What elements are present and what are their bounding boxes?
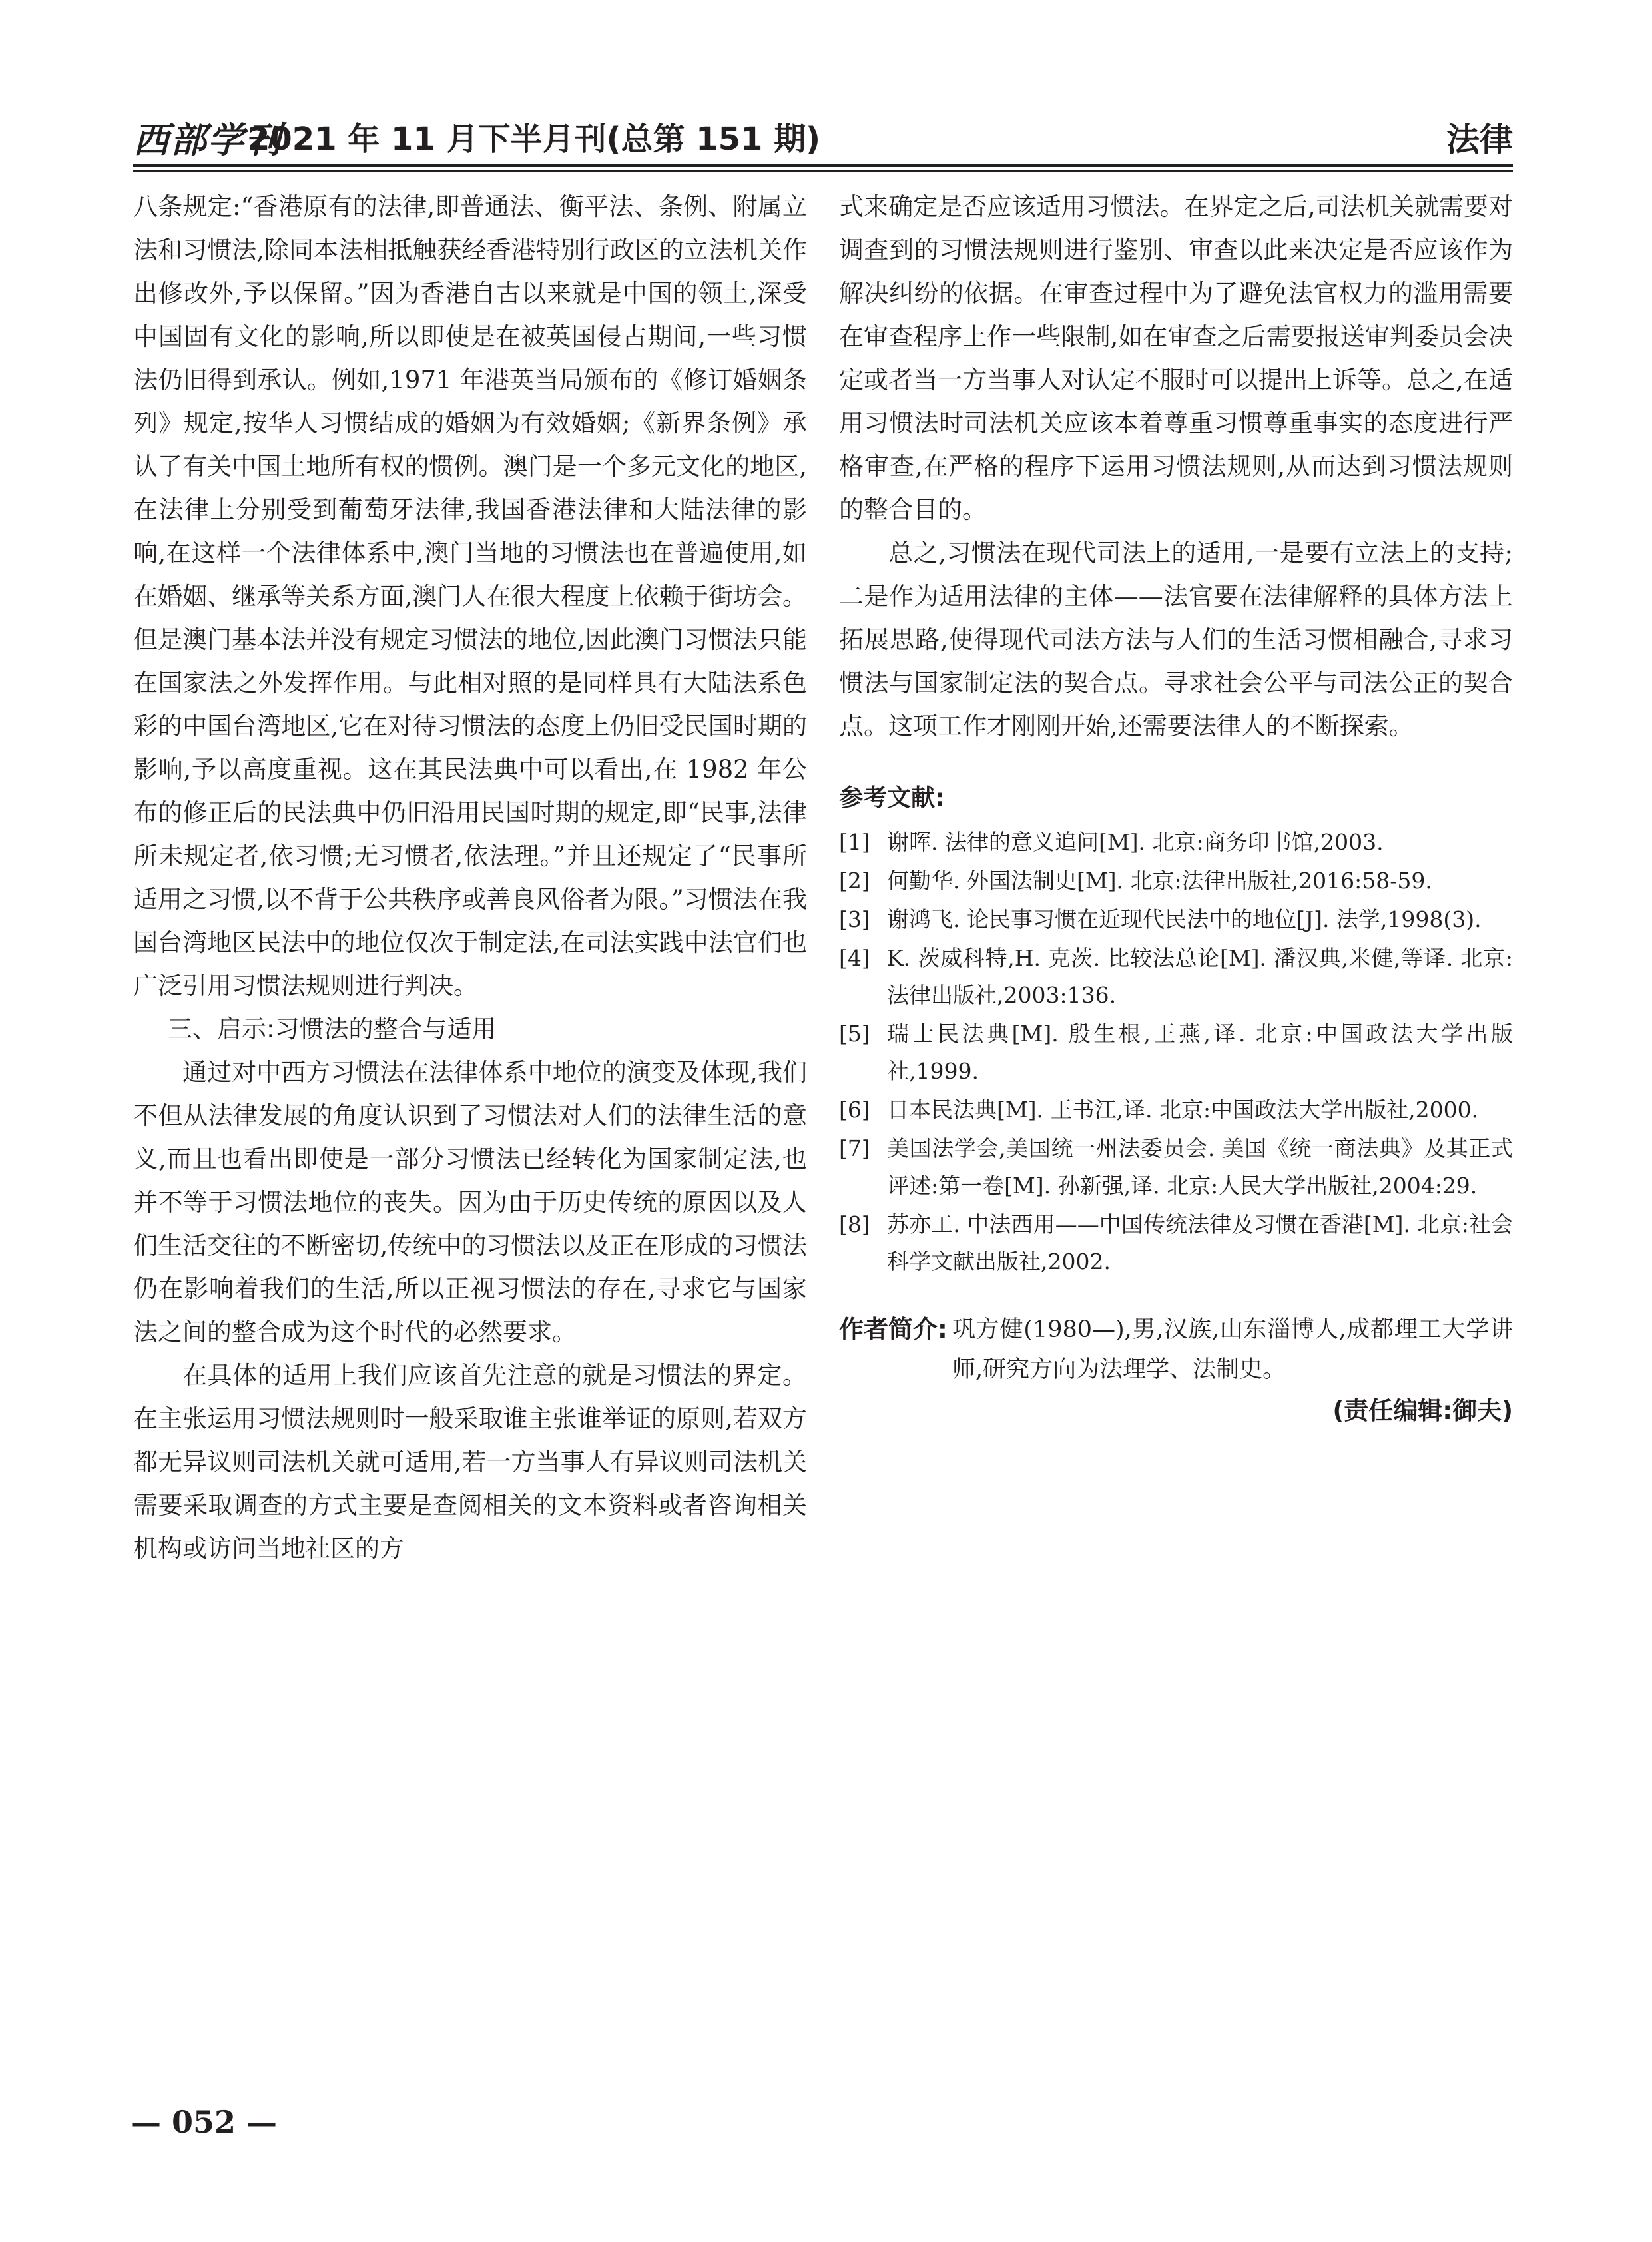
reference-item xyxy=(839,940,1513,1014)
author-label: 作者简介: xyxy=(839,1315,948,1344)
header-rule xyxy=(133,164,1513,167)
reference-number: [1] xyxy=(839,829,870,855)
page-number: — 052 — xyxy=(131,2104,278,2140)
reference-text: 日本民法典[M]. 王书江,译. 北京:中国政法大学出版社,2000. xyxy=(887,1097,1479,1123)
reference-text: 瑞士民法典[M]. 殷生根,王燕,译. 北京:中国政法大学出版社,1999. xyxy=(887,1021,1513,1084)
author-bio xyxy=(839,1310,1513,1390)
editor-note: (责任编辑:御夫) xyxy=(1332,1396,1513,1425)
left-column xyxy=(133,185,807,1570)
reference-text: 谢晖. 法律的意义追问[M]. 北京:商务印书馆,2003. xyxy=(887,829,1384,855)
reference-item xyxy=(839,1091,1513,1129)
reference-text: 苏亦工. 中法西用——中国传统法律及习惯在香港[M]. 北京:社会科学文献出版社,2002. xyxy=(887,1211,1513,1274)
reference-number: [8] xyxy=(839,1211,870,1237)
page-header xyxy=(133,107,1513,162)
body-paragraph: 通过对中西方习惯法在法律体系中地位的演变及体现,我们不但从法律发展的角度认识到了习惯法对人们的法律生活的意义,而且也看出即使是一部分习惯法已经转化为国家制定法,也并不等于习惯法地位的丧失。因为由于历史传统的原因以及人们生活交往的不断密切,传统中的习惯法以及正在形成的习惯法仍在影响着我们的生活,所以正视习惯法的存在,寻求它与国家法之间的整合成为这个时代的必然要求。 xyxy=(133,1058,807,1346)
references-title: 参考文献: xyxy=(839,784,945,812)
right-column xyxy=(839,185,1513,1431)
references-list xyxy=(839,824,1513,1280)
body-paragraph: 总之,习惯法在现代司法上的适用,一是要有立法上的支持;二是作为适用法律的主体——法官要在法律解释的具体方法上拓展思路,使得现代司法方法与人们的生活习惯相融合,寻求习惯法与国家制定法的契合点。寻求社会公平与司法公正的契合点。这项工作才刚刚开始,还需要法律人的不断探索。 xyxy=(839,539,1513,740)
reference-number: [6] xyxy=(839,1097,870,1123)
reference-number: [4] xyxy=(839,945,870,971)
reference-item xyxy=(839,862,1513,900)
reference-number: [7] xyxy=(839,1135,870,1161)
reference-text: K. 茨威科特,H. 克茨. 比较法总论[M]. 潘汉典,米健,等译. 北京:法律出版社,2003:136. xyxy=(887,945,1513,1008)
reference-item xyxy=(839,1130,1513,1205)
reference-item xyxy=(839,901,1513,938)
body-paragraph: 八条规定:“香港原有的法律,即普通法、衡平法、条例、附属立法和习惯法,除同本法相抵触获经香港特别行政区的立法机关作出修改外,予以保留。”因为香港自古以来就是中国的领土,深受中国固有文化的影响,所以即使是在被英国侵占期间,一些习惯法仍旧得到承认。例如,1971 年港英当局颁布的《修订婚姻条列》规定,按华人习惯结成的婚姻为有效婚姻;《新界条例》承认了有关中国土地所有权的惯例。澳门是一个多元文化的地区,在法律上分别受到葡萄牙法律,我国香港法律和大陆法律的影响,在这样一个法律体系中,澳门当地的习惯法也在普遍使用,如在婚姻、继承等关系方面,澳门人在很大程度上依赖于街坊会。但是澳门基本法并没有规定习惯法的地位,因此澳门习惯法只能在国家法之外发挥作用。与此相对照的是同样具有大陆法系色彩的中国台湾地区,它在对待习惯法的态度上仍旧受民国时期的影响,予以高度重视。这在其民法典中可以看出,在 1982 年公布的修正后的民法典中仍旧沿用民国时期的规定,即“民事,法律所未规定者,依习惯;无习惯者,依法理。”并且还规定了“民事所适用之习惯,以不背于公共秩序或善良风俗者为限。”习惯法在我国台湾地区民法中的地位仅次于制定法,在司法实践中法官们也广泛引用习惯法规则进行判决。 xyxy=(133,192,807,1000)
reference-number: [3] xyxy=(839,906,870,932)
author-text: 巩方健(1980—),男,汉族,山东淄博人,成都理工大学讲师,研究方向为法理学、法制史。 xyxy=(952,1316,1513,1383)
reference-item xyxy=(839,1206,1513,1280)
reference-item xyxy=(839,824,1513,861)
reference-text: 何勤华. 外国法制史[M]. 北京:法律出版社,2016:58-59. xyxy=(887,868,1432,894)
reference-text: 美国法学会,美国统一州法委员会. 美国《统一商法典》及其正式评述:第一卷[M]. 孙新强,译. 北京:人民大学出版社,2004:29. xyxy=(887,1135,1513,1199)
reference-text: 谢鸿飞. 论民事习惯在近现代民法中的地位[J]. 法学,1998(3). xyxy=(887,906,1482,932)
section-label: 法律 xyxy=(1446,121,1513,159)
reference-number: [5] xyxy=(839,1021,870,1047)
section-subheading: 三、启示:习惯法的整合与适用 xyxy=(168,1015,497,1043)
reference-number: [2] xyxy=(839,868,870,894)
header-rule-thin xyxy=(133,170,1513,172)
journal-logo: 西部学刊 xyxy=(133,119,282,161)
issue-info: 2021 年 11 月下半月刊(总第 151 期) xyxy=(248,121,821,158)
body-paragraph: 式来确定是否应该适用习惯法。在界定之后,司法机关就需要对调查到的习惯法规则进行鉴别、审查以此来决定是否应该作为解决纠纷的依据。在审查过程中为了避免法官权力的滥用需要在审查程序上作一些限制,如在审查之后需要报送审判委员会决定或者当一方当事人对认定不服时可以提出上诉等。总之,在适用习惯法时司法机关应该本着尊重习惯尊重事实的态度进行严格审查,在严格的程序下运用习惯法规则,从而达到习惯法规则的整合目的。 xyxy=(839,192,1513,524)
reference-item xyxy=(839,1015,1513,1090)
body-paragraph: 在具体的适用上我们应该首先注意的就是习惯法的界定。在主张运用习惯法规则时一般采取谁主张谁举证的原则,若双方都无异议则司法机关就可适用,若一方当事人有异议则司法机关需要采取调查的方式主要是查阅相关的文本资料或者咨询相关机构或访问当地社区的方 xyxy=(133,1361,807,1563)
